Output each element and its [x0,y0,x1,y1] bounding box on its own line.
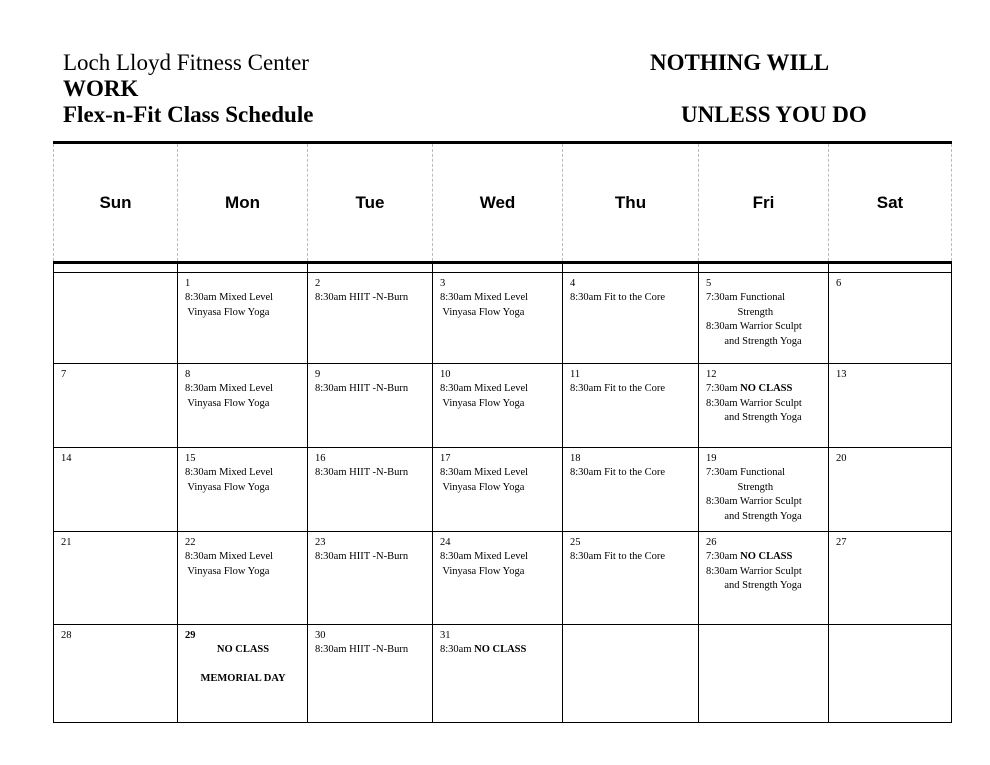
class-entry: MEMORIAL DAY [200,673,286,685]
spacer-cell [432,264,562,272]
class-entry: Vinyasa Flow Yoga [185,397,270,409]
class-entry: Strength [706,306,774,318]
day-number: 6 [836,278,842,289]
class-entry: 8:30am HIIT -N-Burn [315,467,409,479]
day-number: 7 [61,369,67,380]
class-entry: and Strength Yoga [706,510,802,522]
weekday-tue: Tue [307,144,432,261]
day-number: 24 [440,537,451,548]
class-entry: 8:30am Mixed Level [440,292,529,304]
class-entry: 8:30am HIIT -N-Burn [315,644,409,656]
day-number: 30 [315,630,326,641]
no-class-label: NO CLASS [740,383,793,395]
day-number: 26 [706,537,717,548]
class-entry: Vinyasa Flow Yoga [440,397,525,409]
day-cell [828,448,952,531]
day-cell [828,364,952,447]
class-entry: NO CLASS [216,644,270,656]
day-cell [698,364,828,447]
day-number: 19 [706,453,717,464]
weekday-sat: Sat [828,144,952,261]
class-entry: Vinyasa Flow Yoga [185,565,270,577]
day-cell [698,448,828,531]
schedule-title: Flex-n-Fit Class Schedule [63,102,314,127]
class-entry: 8:30am Warrior Sculpt [706,321,802,333]
class-entry: 8:30am Mixed Level [185,292,274,304]
day-cell [177,532,307,624]
motto-line-1: NOTHING WILL [650,50,830,75]
day-number: 17 [440,453,451,464]
day-number: 9 [315,369,321,380]
day-cell [562,273,698,363]
class-entry: 8:30am Mixed Level [440,383,529,395]
week-row [53,448,952,532]
day-number: 11 [570,369,581,380]
weekday-thu: Thu [562,144,698,261]
class-entry: Vinyasa Flow Yoga [440,306,525,318]
day-cell [432,448,562,531]
header-work-word: WORK [63,76,139,101]
spacer-cell [562,264,698,272]
day-cell [432,625,562,722]
class-entry: 8:30am Mixed Level [440,551,529,563]
day-number: 28 [61,630,72,641]
class-entry: and Strength Yoga [706,335,802,347]
center-name: Loch Lloyd Fitness Center [63,50,309,75]
class-entry: 7:30am NO CLASS [706,383,793,395]
day-number: 10 [440,369,451,380]
spacer-cell [698,264,828,272]
class-entry: 8:30am Mixed Level [185,551,274,563]
class-entry: 8:30am Warrior Sculpt [706,397,802,409]
day-number: 21 [61,537,72,548]
day-cell [562,448,698,531]
day-cell [562,625,698,722]
weekday-fri: Fri [698,144,828,261]
day-cell [177,625,307,722]
spacer-cell [307,264,432,272]
day-cell [698,625,828,722]
class-entry: 8:30am Mixed Level [185,467,274,479]
day-cell [698,273,828,363]
class-entry: 8:30am Mixed Level [440,467,529,479]
day-number: 5 [706,278,712,289]
day-number: 14 [61,453,72,464]
week-row [53,273,952,364]
calendar-grid [53,273,952,723]
class-entry: 8:30am Mixed Level [185,383,274,395]
spacer-row [53,264,952,273]
no-class-label: NO CLASS [474,644,527,656]
class-entry: 7:30am Functional [706,467,786,479]
day-number: 2 [315,278,321,289]
day-cell [307,532,432,624]
class-entry: 8:30am Fit to the Core [570,292,666,304]
day-cell [53,273,177,363]
class-entry: 8:30am Fit to the Core [570,467,666,479]
day-number: 12 [706,369,717,380]
day-cell [432,364,562,447]
spacer-cell [828,264,952,272]
day-cell [53,448,177,531]
day-number: 23 [315,537,326,548]
class-entry: 8:30am NO CLASS [440,644,527,656]
week-row [53,625,952,723]
day-cell [53,364,177,447]
class-entry: Vinyasa Flow Yoga [185,481,270,493]
day-cell [307,625,432,722]
day-cell [828,273,952,363]
class-entry: Vinyasa Flow Yoga [440,565,525,577]
day-cell [562,364,698,447]
class-entry: and Strength Yoga [706,412,802,424]
class-entry: 8:30am Fit to the Core [570,383,666,395]
motto-line-2: UNLESS YOU DO [681,102,867,127]
class-entry: Vinyasa Flow Yoga [440,481,525,493]
day-number: 25 [570,537,581,548]
day-cell [177,448,307,531]
day-cell [177,364,307,447]
class-entry: 8:30am Warrior Sculpt [706,565,802,577]
no-class-label: NO CLASS [740,551,793,563]
day-cell [828,625,952,722]
day-number: 27 [836,537,847,548]
day-cell [828,532,952,624]
class-entry: Strength [706,481,774,493]
weekday-header-row [53,144,952,261]
day-cell [307,364,432,447]
day-number: 3 [440,278,446,289]
day-number: 15 [185,453,196,464]
day-number: 22 [185,537,196,548]
class-entry: 7:30am Functional [706,292,786,304]
day-cell [307,273,432,363]
day-cell [432,273,562,363]
day-cell [53,625,177,722]
day-cell [698,532,828,624]
day-number: 4 [570,278,576,289]
day-number: 20 [836,453,847,464]
day-number: 1 [185,278,191,289]
class-entry: 8:30am Warrior Sculpt [706,496,802,508]
day-cell [177,273,307,363]
week-row [53,532,952,625]
weekday-wed: Wed [432,144,562,261]
day-number: 31 [440,630,451,641]
class-entry: 8:30am Fit to the Core [570,551,666,563]
spacer-cell [53,264,177,272]
week-row [53,364,952,448]
weekday-mon: Mon [177,144,307,261]
day-number: 8 [185,369,191,380]
day-cell [307,448,432,531]
day-number: 13 [836,369,847,380]
day-cell [562,532,698,624]
day-cell [53,532,177,624]
class-entry: 7:30am NO CLASS [706,551,793,563]
weekday-sun: Sun [53,144,177,261]
class-entry: 8:30am HIIT -N-Burn [315,551,409,563]
class-entry: and Strength Yoga [706,580,802,592]
class-entry [185,658,301,672]
day-number: 29 [185,630,196,641]
class-entry: Vinyasa Flow Yoga [185,306,270,318]
day-cell [432,532,562,624]
day-number: 16 [315,453,326,464]
spacer-cell [177,264,307,272]
class-entry: 8:30am HIIT -N-Burn [315,292,409,304]
day-number: 18 [570,453,581,464]
class-entry: 8:30am HIIT -N-Burn [315,383,409,395]
